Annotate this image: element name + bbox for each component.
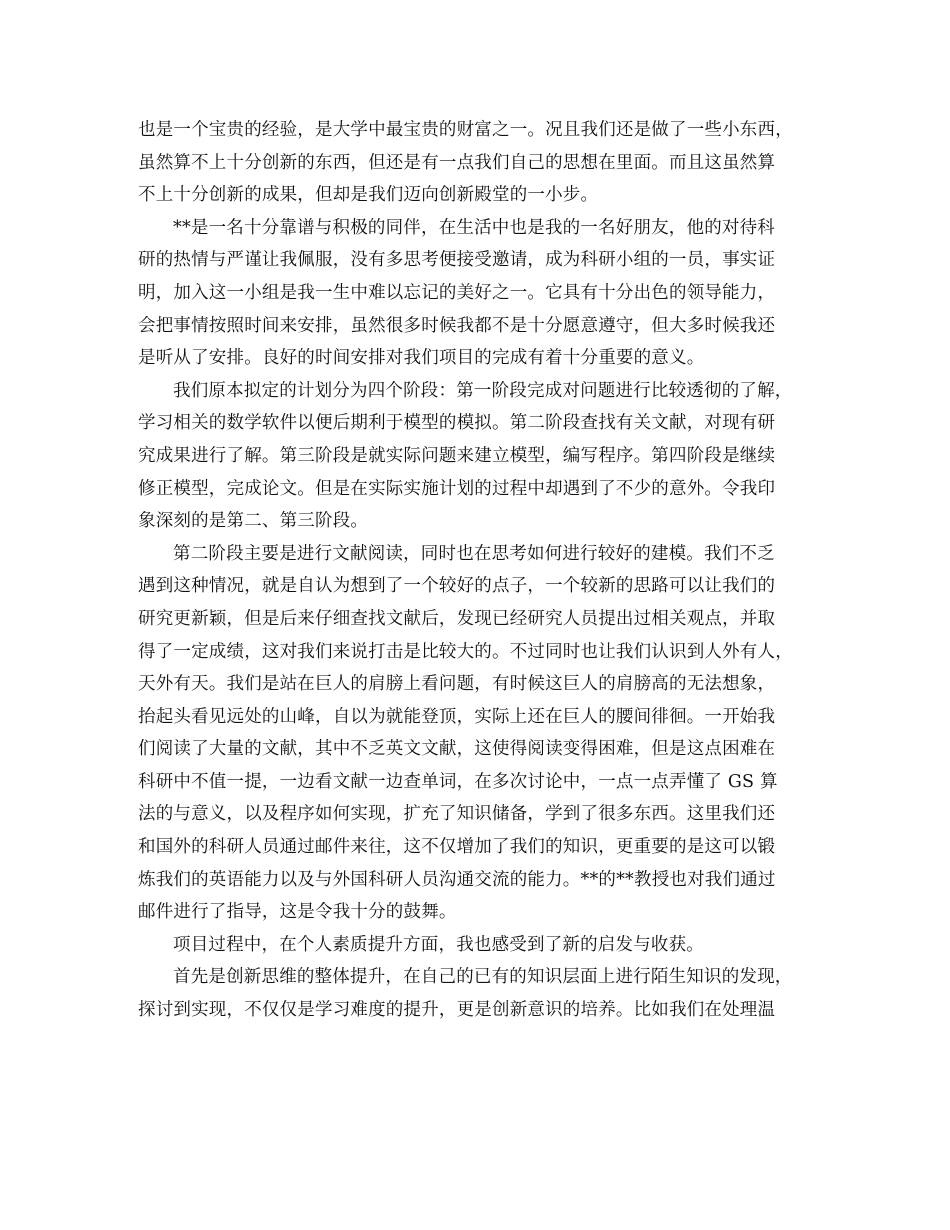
text-line: 明，加入这一小组是我一生中难以忘记的美好之一。它具有十分出色的领导能力， bbox=[138, 282, 776, 303]
text-line: 研的热情与严谨让我佩服，没有多思考便接受邀请，成为科研小组的一员，事实证 bbox=[138, 250, 776, 271]
text-line: 天外有天。我们是站在巨人的肩膀上看问题，有时候这巨人的肩膀高的无法想象， bbox=[138, 674, 776, 695]
text-line: 研究更新颖，但是后来仔细查找文献后，发现已经研究人员提出过相关观点，并取 bbox=[138, 608, 776, 629]
text-line: 学习相关的数学软件以便后期利于模型的模拟。第二阶段查找有关文献，对现有研 bbox=[138, 413, 776, 434]
text-line: 得了一定成绩，这对我们来说打击是比较大的。不过同时也让我们认识到人外有人， bbox=[138, 641, 793, 662]
text-line: 邮件进行了指导，这是令我十分的鼓舞。 bbox=[138, 902, 457, 923]
text-line: 遇到这种情况，就是自认为想到了一个较好的点子，一个较新的思路可以让我们的 bbox=[138, 576, 776, 597]
text-line: 也是一个宝贵的经验，是大学中最宝贵的财富之一。况且我们还是做了一些小东西， bbox=[138, 120, 793, 140]
text-line: 修正模型，完成论文。但是在实际实施计划的过程中却遇到了不少的意外。令我印 bbox=[138, 478, 776, 499]
text-line: 和国外的科研人员通过邮件来往，这不仅增加了我们的知识，更重要的是这可以锻 bbox=[138, 837, 776, 858]
text-line: 象深刻的是第二、第三阶段。 bbox=[138, 511, 369, 532]
text-line: 法的与意义，以及程序如何实现，扩充了知识储备，学到了很多东西。这里我们还 bbox=[138, 804, 776, 825]
text-line: 炼我们的英语能力以及与外国科研人员沟通交流的能力。**的**教授也对我们通过 bbox=[138, 869, 776, 890]
text-line: 是听从了安排。良好的时间安排对我们项目的完成有着十分重要的意义。 bbox=[138, 348, 705, 369]
text-line: 会把事情按照时间来安排，虽然很多时候我都不是十分愿意遵守，但大多时候我还 bbox=[138, 315, 776, 336]
text-line: **是一名十分靠谱与积极的同伴，在生活中也是我的一名好朋友，他的对待科 bbox=[173, 217, 775, 238]
text-line: 第二阶段主要是进行文献阅读，同时也在思考如何进行较好的建模。我们不乏 bbox=[173, 543, 775, 564]
text-line: 不上十分创新的成果，但却是我们迈向创新殿堂的一小步。 bbox=[138, 185, 599, 206]
text-line: 项目过程中，在个人素质提升方面，我也感受到了新的启发与收获。 bbox=[173, 934, 704, 955]
text-line: 虽然算不上十分创新的东西，但还是有一点我们自己的思想在里面。而且这虽然算 bbox=[138, 152, 776, 173]
text-line: 抬起头看见远处的山峰，自以为就能登顶，实际上还在巨人的腰间徘徊。一开始我 bbox=[138, 706, 776, 727]
text-line: 我们原本拟定的计划分为四个阶段：第一阶段完成对问题进行比较透彻的了解， bbox=[173, 380, 793, 401]
text-line: 究成果进行了解。第三阶段是就实际问题来建立模型，编写程序。第四阶段是继续 bbox=[138, 445, 776, 466]
text-line: 们阅读了大量的文献，其中不乏英文文献，这使得阅读变得困难，但是这点困难在 bbox=[138, 739, 776, 760]
text-line: 探讨到实现，不仅仅是学习难度的提升，更是创新意识的培养。比如我们在处理温 bbox=[138, 1000, 776, 1021]
text-line: 首先是创新思维的整体提升，在自己的已有的知识层面上进行陌生知识的发现， bbox=[173, 967, 793, 988]
document-body bbox=[138, 114, 828, 1027]
text-line: 科研中不值一提，一边看文献一边查单词，在多次讨论中，一点一点弄懂了 GS 算 bbox=[138, 771, 778, 792]
